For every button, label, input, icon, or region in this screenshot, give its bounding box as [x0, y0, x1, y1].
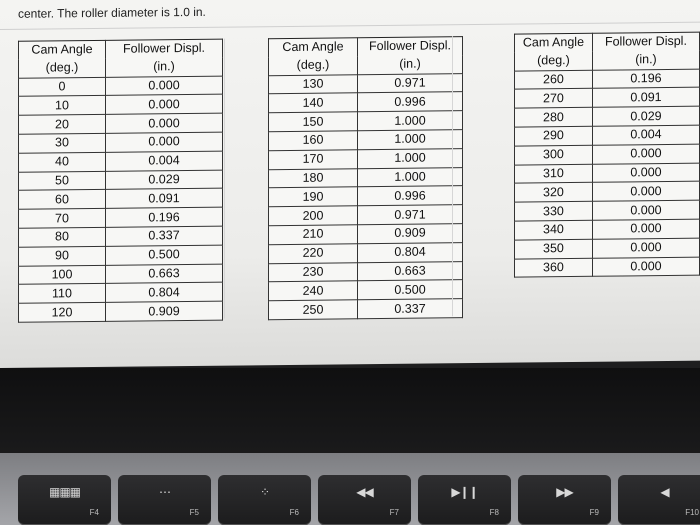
follower-displ-cell: 0.004 [592, 125, 699, 145]
table-row [19, 207, 223, 228]
cam-angle-cell: 310 [515, 164, 593, 184]
follower-displ-cell: 0.909 [358, 224, 463, 244]
function-key-label: F4 [89, 508, 99, 517]
header-row [19, 39, 223, 59]
table-row [19, 132, 223, 153]
table-row [19, 151, 223, 172]
cam-angle-cell: 50 [19, 171, 106, 191]
follower-displ-cell: 0.000 [592, 182, 699, 202]
cam-angle-cell: 290 [515, 126, 593, 146]
follower-displ-cell: 0.000 [592, 238, 699, 258]
cam-angle-cell: 140 [269, 93, 358, 113]
cam-angle-cell: 300 [515, 145, 593, 165]
sheet-gridline [224, 39, 225, 319]
cam-angle-cell: (deg.) [19, 59, 106, 78]
key-f7[interactable] [318, 475, 411, 525]
follower-displ-cell: 0.000 [106, 113, 223, 133]
table-row [269, 299, 463, 320]
key-f8[interactable] [418, 475, 511, 525]
cam-angle-cell: 40 [19, 152, 106, 172]
rewind-icon: ◀◀ [356, 485, 373, 499]
table-row [269, 148, 463, 169]
follower-displ-cell: 0.196 [106, 207, 223, 227]
follower-displ-cell: 0.804 [106, 283, 223, 303]
table-row [19, 283, 223, 304]
cam-angle-cell: 30 [19, 133, 106, 153]
table-row [269, 111, 463, 132]
keyboard-dim-icon: ⋯ [159, 485, 170, 499]
follower-displ-cell: 0.000 [592, 163, 699, 183]
follower-displ-cell: 0.996 [358, 92, 463, 112]
cam-angle-cell: (deg.) [269, 56, 358, 75]
follower-displ-cell: 1.000 [358, 111, 463, 131]
table-row [19, 95, 223, 116]
cam-angle-cell: 270 [515, 89, 593, 109]
cam-angle-cell: 80 [19, 227, 106, 247]
follower-displ-cell: 0.500 [358, 280, 463, 300]
cam-angle-cell: 230 [269, 262, 358, 282]
cam-angle-cell: 210 [269, 225, 358, 245]
table-row [269, 261, 463, 282]
table-row [515, 182, 700, 203]
follower-displ-cell: 0.000 [592, 144, 699, 164]
cam-angle-cell: (deg.) [515, 52, 593, 71]
follower-displ-cell: (in.) [358, 55, 463, 74]
follower-displ-cell: 0.971 [358, 205, 463, 225]
follower-displ-cell: 0.500 [106, 245, 223, 265]
cam-angle-cell: 200 [269, 206, 358, 226]
cam-angle-cell: Cam Angle [269, 38, 358, 57]
table-row [269, 205, 463, 226]
follower-displ-cell: 0.091 [106, 189, 223, 209]
table-row [269, 280, 463, 301]
table-row [515, 200, 700, 221]
table-row [19, 76, 223, 97]
cam-angle-cell: Cam Angle [19, 40, 106, 59]
table-row [515, 69, 700, 90]
function-key-label: F9 [589, 508, 599, 517]
divider [0, 22, 700, 30]
follower-displ-cell: 0.663 [358, 261, 463, 281]
fast-forward-icon: ▶▶ [556, 485, 573, 499]
follower-displ-cell: 0.029 [106, 170, 223, 190]
table-row [515, 88, 700, 109]
cam-angle-cell: Cam Angle [515, 33, 593, 52]
function-key-label: F7 [389, 508, 399, 517]
table-row [19, 301, 223, 322]
key-f9[interactable] [518, 475, 611, 525]
cam-angle-cell: 250 [269, 300, 358, 320]
units-row [19, 57, 223, 77]
table-row [515, 106, 700, 127]
follower-displ-cell: 0.091 [592, 88, 699, 108]
follower-displ-cell: (in.) [106, 57, 223, 77]
table-row [515, 257, 700, 278]
cam-angle-cell: 340 [515, 220, 593, 240]
cam-table-1 [18, 39, 223, 323]
table-row [269, 92, 463, 113]
key-f4[interactable] [18, 475, 111, 525]
cam-angle-cell: 280 [515, 107, 593, 127]
table-row [269, 130, 463, 151]
follower-displ-cell: 0.996 [358, 186, 463, 206]
cam-angle-cell: 100 [19, 265, 106, 285]
key-f6[interactable] [218, 475, 311, 525]
cam-angle-cell: 20 [19, 115, 106, 135]
follower-displ-cell: 0.029 [592, 106, 699, 126]
cam-table-3 [514, 32, 700, 278]
function-key-label: F10 [685, 508, 699, 517]
follower-displ-cell: 1.000 [358, 148, 463, 168]
function-key-label: F6 [289, 508, 299, 517]
cam-angle-cell: 160 [269, 131, 358, 151]
follower-displ-cell: 0.000 [106, 132, 223, 152]
follower-displ-cell: 0.909 [106, 301, 223, 321]
follower-displ-cell: 1.000 [358, 167, 463, 187]
table-row [19, 226, 223, 247]
cam-angle-cell: 220 [269, 244, 358, 264]
cam-angle-cell: 10 [19, 96, 106, 116]
cam-angle-cell: 240 [269, 281, 358, 301]
table-row [515, 144, 700, 165]
follower-displ-cell: (in.) [592, 50, 699, 69]
table-row [269, 242, 463, 263]
cam-angle-cell: 60 [19, 190, 106, 210]
header-row [269, 37, 463, 57]
table-row [269, 224, 463, 245]
follower-displ-cell: 0.000 [106, 95, 223, 115]
cam-angle-cell: 330 [515, 201, 593, 221]
follower-displ-cell: 0.971 [358, 73, 463, 93]
follower-displ-cell: 0.000 [106, 76, 223, 96]
units-row [515, 50, 700, 70]
cam-angle-cell: 70 [19, 209, 106, 229]
cam-angle-cell: 170 [269, 150, 358, 170]
table-row [515, 238, 700, 259]
follower-displ-cell: 0.337 [358, 299, 463, 319]
play-pause-icon: ▶❙❙ [451, 485, 478, 499]
header-row [515, 32, 700, 52]
table-row [269, 186, 463, 207]
cam-angle-cell: 180 [269, 168, 358, 188]
sheet-gridline [452, 36, 453, 316]
table-row [515, 219, 700, 240]
cam-angle-cell: 90 [19, 246, 106, 266]
table-row [19, 113, 223, 134]
cam-table-2 [268, 36, 463, 320]
cam-angle-cell: 0 [19, 77, 106, 97]
follower-displ-cell: 0.663 [106, 264, 223, 284]
function-key-label: F5 [189, 508, 199, 517]
cam-angle-cell: 130 [269, 74, 358, 94]
cam-angle-cell: 150 [269, 112, 358, 132]
table-row [515, 125, 700, 146]
follower-displ-cell: 0.000 [592, 219, 699, 239]
follower-displ-cell: 0.000 [592, 257, 699, 277]
follower-displ-cell: Follower Displ. [358, 37, 463, 56]
cam-angle-cell: 360 [515, 258, 593, 278]
follower-displ-cell: 1.000 [358, 130, 463, 150]
table-row [269, 73, 463, 94]
problem-text: center. The roller diameter is 1.0 in. [18, 4, 206, 21]
function-key-label: F8 [489, 508, 499, 517]
follower-displ-cell: 0.004 [106, 151, 223, 171]
table-row [515, 163, 700, 184]
cam-angle-cell: 320 [515, 183, 593, 203]
table-row [269, 167, 463, 188]
keyboard-bright-icon: ⁘ [259, 485, 270, 499]
follower-displ-cell: Follower Displ. [106, 39, 223, 59]
follower-displ-cell: 0.196 [592, 69, 699, 89]
follower-displ-cell: 0.337 [106, 226, 223, 246]
launchpad-icon: ▦▦▦ [48, 485, 80, 499]
table-row [19, 170, 223, 191]
cam-angle-cell: 260 [515, 70, 593, 90]
mute-icon: ◀ [660, 485, 669, 499]
table-row [19, 189, 223, 210]
cam-angle-cell: 350 [515, 239, 593, 259]
cam-angle-cell: 120 [19, 303, 106, 323]
follower-displ-cell: Follower Displ. [592, 32, 699, 51]
cam-angle-cell: 190 [269, 187, 358, 207]
key-f5[interactable] [118, 475, 211, 525]
units-row [269, 55, 463, 75]
screen-bezel [0, 368, 700, 453]
key-f10[interactable] [618, 475, 700, 525]
table-row [19, 264, 223, 285]
follower-displ-cell: 0.804 [358, 242, 463, 262]
follower-displ-cell: 0.000 [592, 200, 699, 220]
table-row [19, 245, 223, 266]
cam-angle-cell: 110 [19, 284, 106, 304]
